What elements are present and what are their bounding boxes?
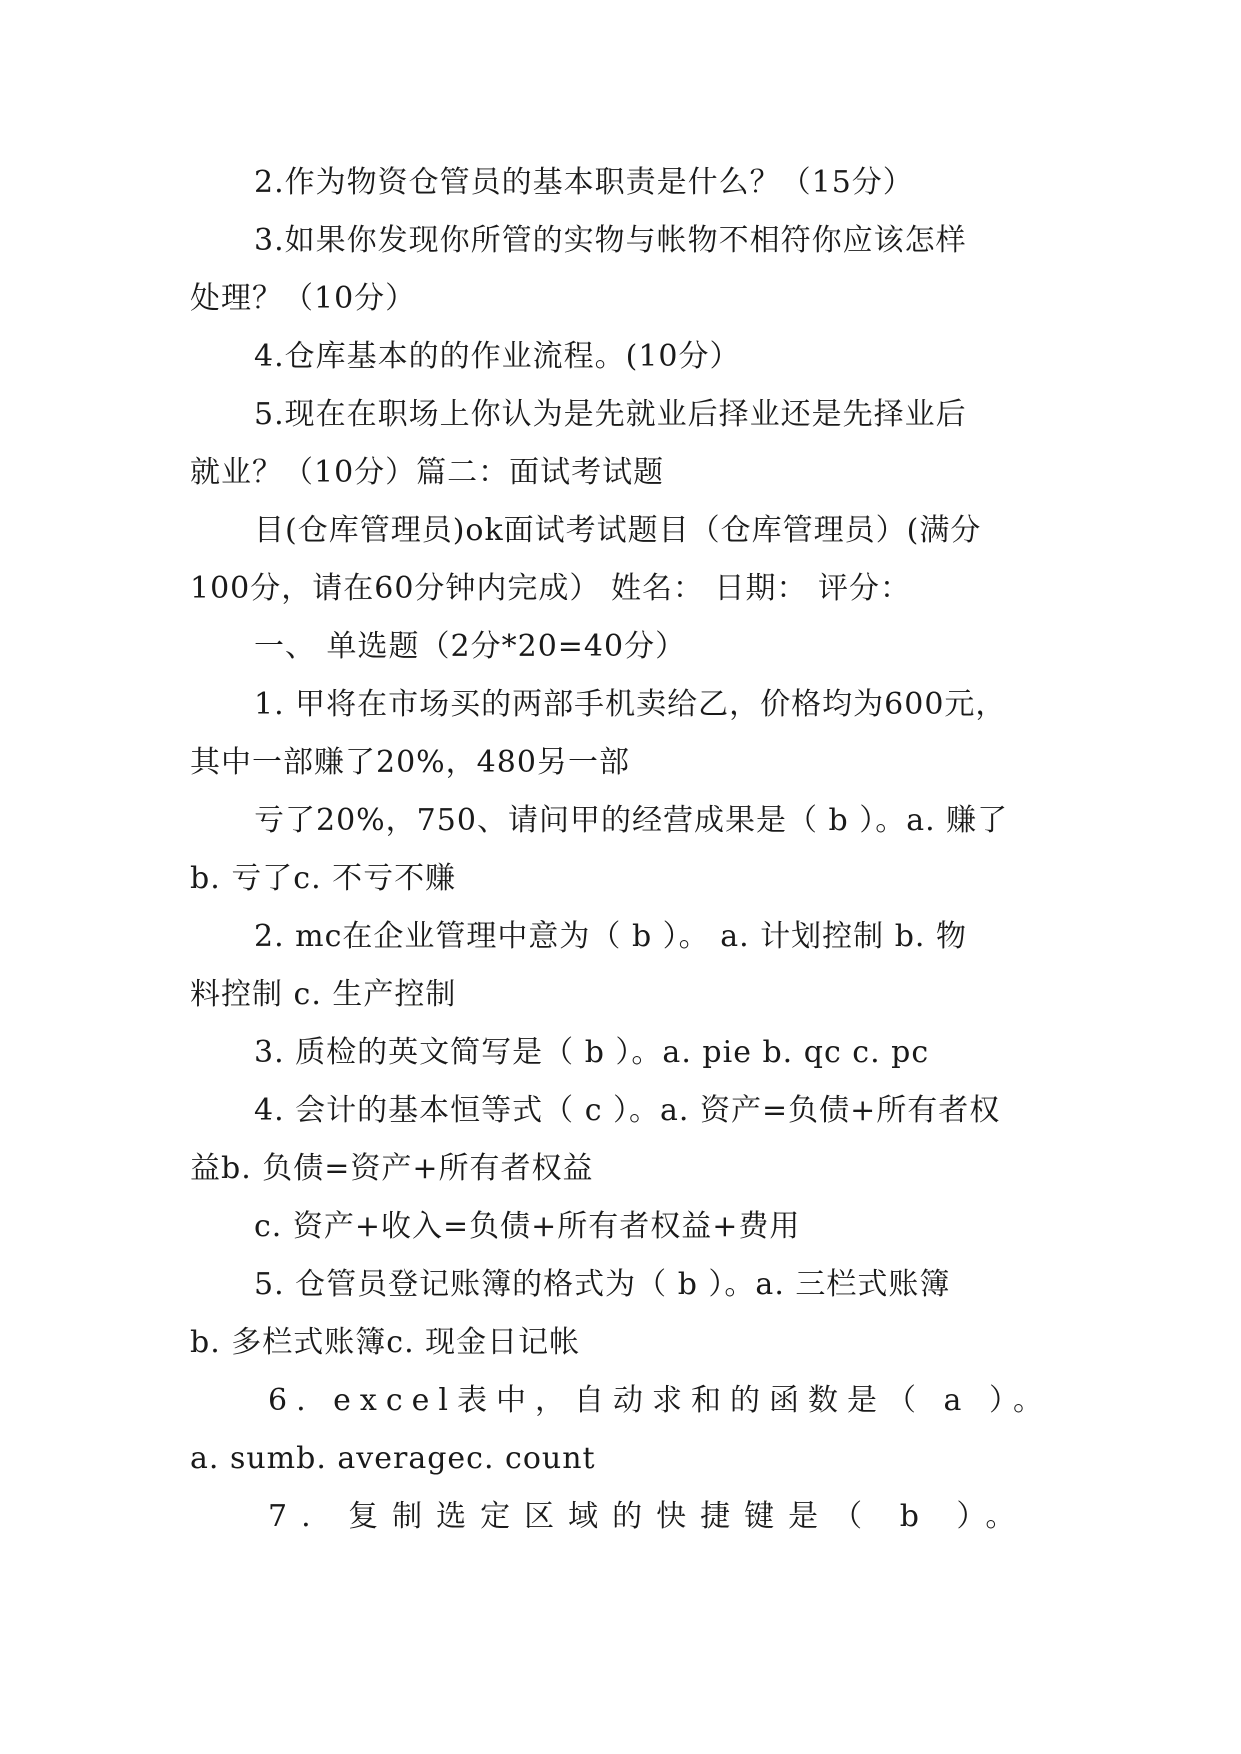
text-line: b. 亏了c. 不亏不赚 <box>190 861 457 896</box>
text-line: 6. excel表中，自动求和的函数是（ a ）。 <box>268 1383 1052 1418</box>
text-line: 益b. 负债=资产+所有者权益 <box>190 1151 594 1186</box>
text-line: 2. mc在企业管理中意为（ b ）。 a. 计划控制 b. 物 <box>254 919 967 954</box>
text-line: 其中一部赚了20%，480另一部 <box>190 745 630 780</box>
text-line: 一、 单选题（2分*20=40分） <box>254 629 687 664</box>
text-line: 5. 仓管员登记账簿的格式为（ b ）。a. 三栏式账簿 <box>254 1267 951 1302</box>
text-line: 3. 质检的英文简写是（ b ）。a. pie b. qc c. pc <box>254 1035 930 1070</box>
text-line: c. 资产+收入=负债+所有者权益+费用 <box>254 1209 801 1244</box>
text-line: 7. 复制选定区域的快捷键是（ b ）。 <box>268 1499 1030 1534</box>
text-line: 2.作为物资仓管员的基本职责是什么？（15分） <box>254 165 914 200</box>
text-line: 4. 会计的基本恒等式（ c ）。a. 资产=负债+所有者权 <box>254 1093 1001 1128</box>
text-line: 1. 甲将在市场买的两部手机卖给乙，价格均为600元， <box>254 687 1007 722</box>
document-body <box>190 154 1060 1546</box>
text-line: 100分，请在60分钟内完成） 姓名： 日期： 评分： <box>190 571 912 606</box>
text-line: 处理？（10分） <box>190 281 417 316</box>
text-line: a. sumb. averagec. count <box>190 1441 596 1476</box>
text-line: b. 多栏式账簿c. 现金日记帐 <box>190 1325 581 1360</box>
text-line: 亏了20%，750、请问甲的经营成果是（ b ）。a. 赚了 <box>254 803 1009 838</box>
text-line: 料控制 c. 生产控制 <box>190 977 457 1012</box>
text-line: 4.仓库基本的的作业流程。(10分） <box>254 339 741 374</box>
text-line: 就业？（10分）篇二：面试考试题 <box>190 455 665 490</box>
text-line: 3.如果你发现你所管的实物与帐物不相符你应该怎样 <box>254 223 967 258</box>
text-line: 5.现在在职场上你认为是先就业后择业还是先择业后 <box>254 397 967 432</box>
text-line: 目(仓库管理员)ok面试考试题目（仓库管理员）(满分 <box>254 513 982 548</box>
